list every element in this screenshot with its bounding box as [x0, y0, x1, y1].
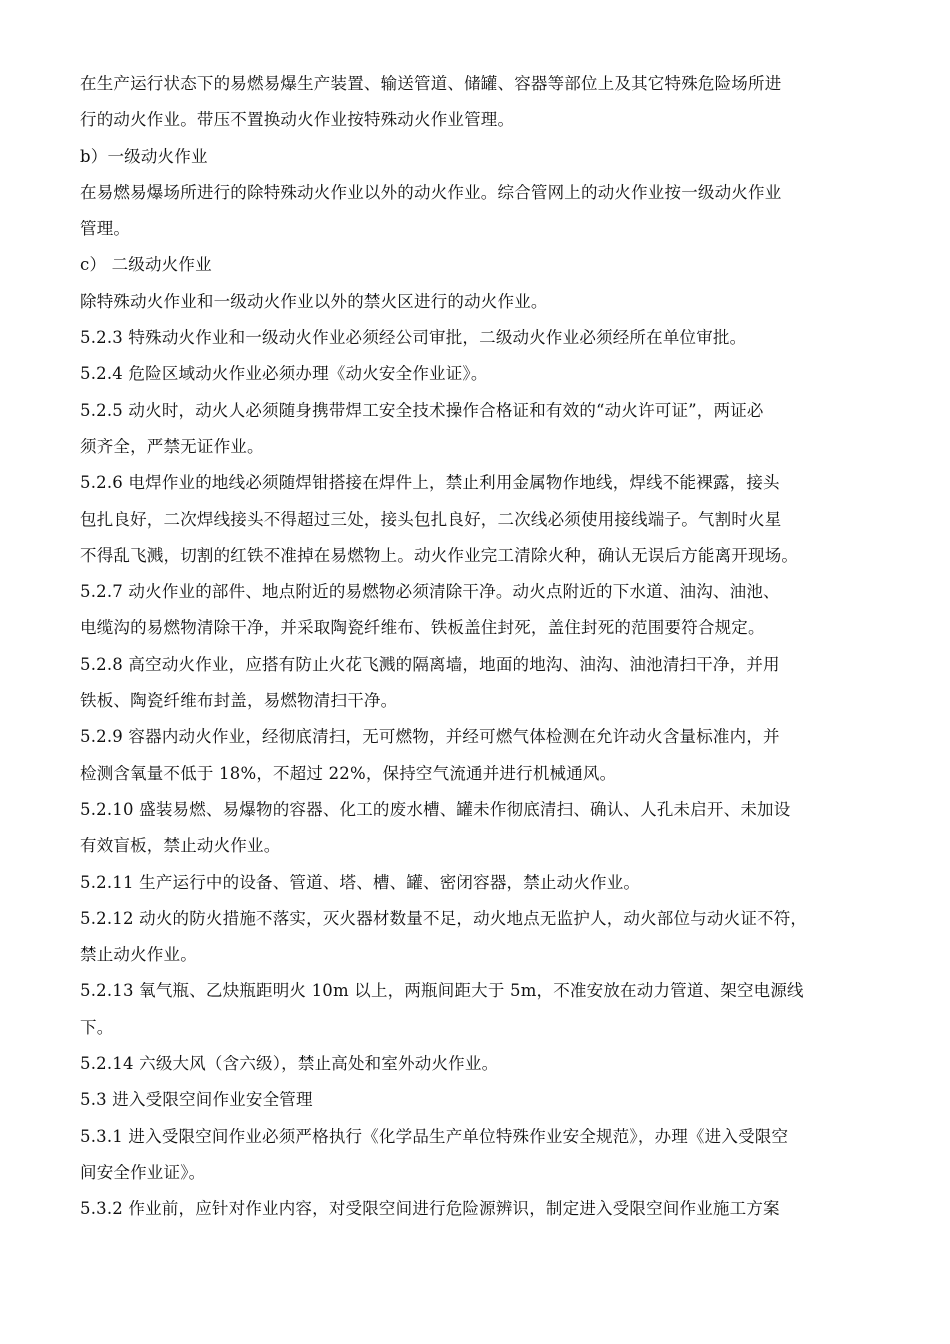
text-line: 在易燃易爆场所进行的除特殊动火作业以外的动火作业。综合管网上的动火作业按一级动火作业	[80, 182, 782, 202]
text-line: 行的动火作业。带压不置换动火作业按特殊动火作业管理。	[80, 110, 515, 130]
text-line: 管理。	[80, 219, 131, 239]
clause-5-2-14: 5.2.14 六级大风（含六级），禁止高处和室外动火作业。	[80, 1054, 499, 1074]
clause-5-3-2: 5.3.2 作业前，应针对作业内容，对受限空间进行危险源辨识，制定进入受限空间作业施工方案	[80, 1199, 780, 1219]
section-heading: c） 二级动火作业	[80, 255, 212, 275]
text-line: 不得乱飞溅，切割的红铁不准掉在易燃物上。动火作业完工清除火种，确认无误后方能离开现场。	[80, 545, 799, 565]
clause-5-2-6: 5.2.6 电焊作业的地线必须随焊钳搭接在焊件上，禁止利用金属物作地线，焊线不能裸露，接头	[80, 473, 780, 493]
section-heading: b）一级动火作业	[80, 146, 208, 166]
clause-5-3-1: 5.3.1 进入受限空间作业必须严格执行《化学品生产单位特殊作业安全规范》，办理《进入受限空	[80, 1126, 789, 1146]
text-line: 须齐全，严禁无证作业。	[80, 436, 264, 456]
text-line: 检测含氧量不低于 18%，不超过 22%，保持空气流通并进行机械通风。	[80, 763, 617, 783]
text-line: 铁板、陶瓷纤维布封盖，易燃物清扫干净。	[80, 691, 398, 711]
text-line: 间安全作业证》。	[80, 1162, 206, 1182]
clause-5-2-4: 5.2.4 危险区域动火作业必须办理《动火安全作业证》。	[80, 364, 488, 384]
document-body	[80, 66, 880, 1228]
text-line: 包扎良好，二次焊线接头不得超过三处，接头包扎良好，二次线必须使用接线端子。气割时火星	[80, 509, 782, 529]
clause-5-2-13: 5.2.13 氧气瓶、乙炔瓶距明火 10m 以上，两瓶间距大于 5m，不准安放在动力管道、架空电源线	[80, 981, 804, 1001]
text-line: 在生产运行状态下的易燃易爆生产装置、输送管道、储罐、容器等部位上及其它特殊危险场所进	[80, 74, 782, 93]
clause-5-2-7: 5.2.7 动火作业的部件、地点附近的易燃物必须清除干净。动火点附近的下水道、油沟、油池、	[80, 582, 780, 602]
clause-5-2-12: 5.2.12 动火的防火措施不落实，灭火器材数量不足，动火地点无监护人，动火部位与动火证不符，	[80, 908, 808, 928]
clause-5-2-5: 5.2.5 动火时，动火人必须随身携带焊工安全技术操作合格证和有效的“动火许可证”，两证必	[80, 400, 764, 420]
text-line: 电缆沟的易燃物清除干净，并采取陶瓷纤维布、铁板盖住封死，盖住封死的范围要符合规定。	[80, 618, 765, 638]
clause-5-2-3: 5.2.3 特殊动火作业和一级动火作业必须经公司审批，二级动火作业必须经所在单位审批。	[80, 328, 747, 348]
text-line: 有效盲板，禁止动火作业。	[80, 836, 281, 856]
clause-5-2-9: 5.2.9 容器内动火作业，经彻底清扫，无可燃物，并经可燃气体检测在允许动火含量标准内，并	[80, 727, 780, 747]
section-heading-5-3: 5.3 进入受限空间作业安全管理	[80, 1090, 313, 1110]
clause-5-2-11: 5.2.11 生产运行中的设备、管道、塔、槽、罐、密闭容器，禁止动火作业。	[80, 872, 641, 892]
text-line: 下。	[80, 1017, 114, 1037]
text-line: 禁止动火作业。	[80, 945, 197, 965]
clause-5-2-8: 5.2.8 高空动火作业，应搭有防止火花飞溅的隔离墙，地面的地沟、油沟、油池清扫干净，并用	[80, 654, 780, 674]
clause-5-2-10: 5.2.10 盛装易燃、易爆物的容器、化工的废水槽、罐未作彻底清扫、确认、人孔未启开、未加设	[80, 799, 791, 819]
text-line: 除特殊动火作业和一级动火作业以外的禁火区进行的动火作业。	[80, 291, 548, 311]
